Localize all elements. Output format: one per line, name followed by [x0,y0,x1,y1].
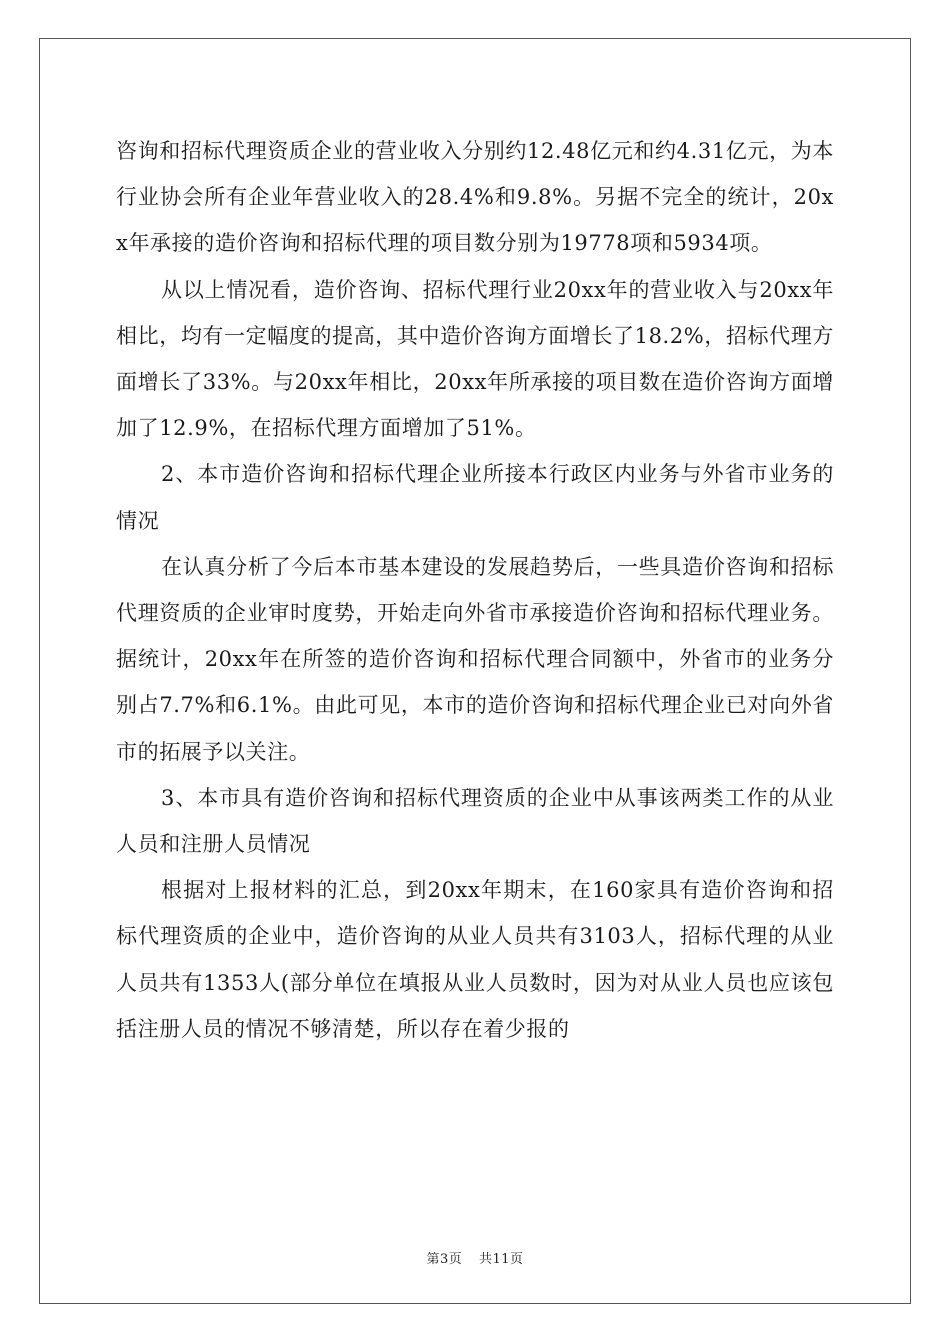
page-number-total: 共11页 [478,1252,524,1267]
paragraph-3: 在认真分析了今后本市基本建设的发展趋势后，一些具造价咨询和招标代理资质的企业审时度势，开始走向外省市承接造价咨询和招标代理业务。据统计，20xx年在所签的造价咨询和招标代理合同额中，外省市的业务分别占7.7%和6.1%。由此可见，本市的造价咨询和招标代理企业已对向外省市的拓展予以关注。 [116,554,834,764]
paragraph-1: 咨询和招标代理资质企业的营业收入分别约12.48亿元和约4.31亿元，为本行业协会所有企业年营业收入的28.4%和9.8%。另据不完全的统计，20xx年承接的造价咨询和招标代理的项目数分别为19778项和5934项。 [116,139,834,256]
section-heading-3: 3、本市具有造价咨询和招标代理资质的企业中从事该两类工作的从业人员和注册人员情况 [116,785,834,857]
page-footer [0,1248,950,1267]
page-number-current: 第3页 [426,1252,463,1267]
document-body [116,128,834,1052]
paragraph-4: 根据对上报材料的汇总，到20xx年期末，在160家具有造价咨询和招标代理资质的企业中，造价咨询的从业人员共有3103人，招标代理的从业人员共有1353人(部分单位在填报从业人员数时，因为对从业人员也应该包括注册人员的情况不够清楚，所以存在着少报的 [116,878,834,1041]
section-heading-2: 2、本市造价咨询和招标代理企业所接本行政区内业务与外省市业务的情况 [116,462,834,533]
paragraph-2: 从以上情况看，造价咨询、招标代理行业20xx年的营业收入与20xx年相比，均有一定幅度的提高，其中造价咨询方面增长了18.2%，招标代理方面增长了33%。与20xx年相比，20xx年所承接的项目数在造价咨询方面增加了12.9%，在招标代理方面增加了51%。 [116,277,834,441]
